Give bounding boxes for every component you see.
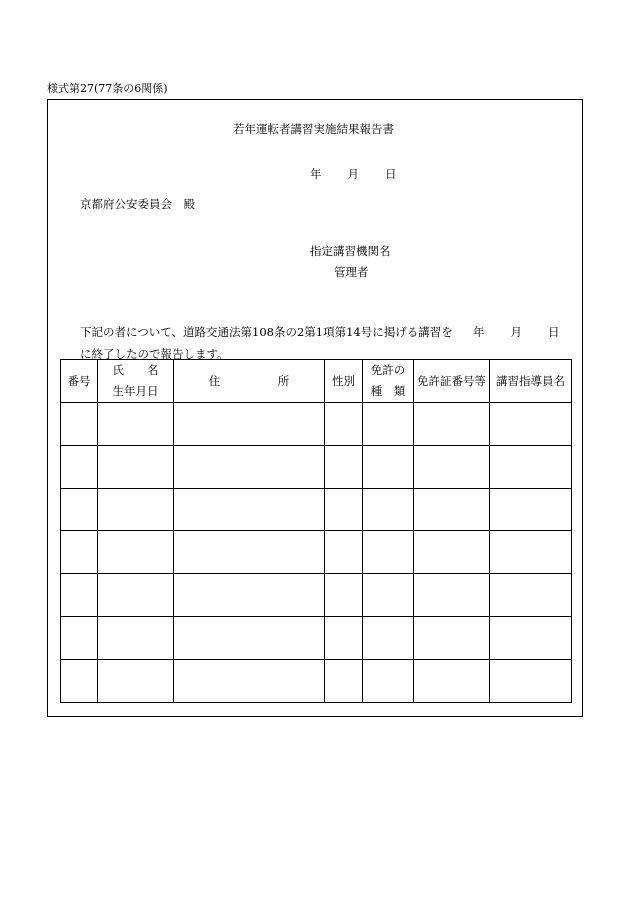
cell-number[interactable] <box>61 531 98 574</box>
cell-license-number[interactable] <box>414 488 490 531</box>
completion-date-day: 日 <box>548 325 560 339</box>
cell-license-type[interactable] <box>363 574 414 617</box>
cell-sex[interactable] <box>325 488 363 531</box>
cell-address[interactable] <box>174 488 325 531</box>
cell-license-type[interactable] <box>363 616 414 659</box>
cell-license-number[interactable] <box>414 531 490 574</box>
cell-name[interactable] <box>98 574 174 617</box>
table-row <box>61 659 572 702</box>
cell-license-number[interactable] <box>414 574 490 617</box>
table-row <box>61 445 572 488</box>
cell-license-type[interactable] <box>363 488 414 531</box>
cell-sex[interactable] <box>325 403 363 446</box>
cell-license-type[interactable] <box>363 531 414 574</box>
cell-license-number[interactable] <box>414 616 490 659</box>
cell-number[interactable] <box>61 488 98 531</box>
completion-date <box>473 324 560 340</box>
cell-sex[interactable] <box>325 616 363 659</box>
cell-sex[interactable] <box>325 659 363 702</box>
cell-address[interactable] <box>174 403 325 446</box>
body-text-line1: 下記の者について、道路交通法第108条の2第1項第14号に掲げる講習を <box>80 325 453 339</box>
cell-name[interactable] <box>98 403 174 446</box>
header-birthdate: 生年月日 <box>112 384 159 398</box>
cell-number[interactable] <box>61 403 98 446</box>
org-name-label: 指定講習機関名 <box>310 244 391 258</box>
cell-license-type[interactable] <box>363 403 414 446</box>
header-name: 氏 名 <box>112 363 159 377</box>
form-number: 様式第27(77条の6関係) <box>47 82 168 95</box>
cell-address[interactable] <box>174 445 325 488</box>
table-row <box>61 574 572 617</box>
cell-address[interactable] <box>174 659 325 702</box>
cell-license-number[interactable] <box>414 403 490 446</box>
table-row <box>61 488 572 531</box>
header-name-birthdate <box>98 360 174 403</box>
report-date-day: 日 <box>385 167 397 181</box>
cell-license-type[interactable] <box>363 659 414 702</box>
cell-instructor[interactable] <box>490 659 572 702</box>
completion-date-month: 月 <box>510 325 522 339</box>
header-instructor: 講習指導員名 <box>490 360 572 403</box>
cell-instructor[interactable] <box>490 445 572 488</box>
cell-instructor[interactable] <box>490 574 572 617</box>
cell-name[interactable] <box>98 531 174 574</box>
header-address: 住 所 <box>174 360 325 403</box>
body-text-line2: に終了したので報告します。 <box>80 347 229 361</box>
cell-number[interactable] <box>61 574 98 617</box>
header-license-number: 免許証番号等 <box>414 360 490 403</box>
header-license-type <box>363 360 414 403</box>
cell-instructor[interactable] <box>490 531 572 574</box>
addressee: 京都府公安委員会 殿 <box>80 197 195 211</box>
table-row <box>61 616 572 659</box>
cell-license-number[interactable] <box>414 445 490 488</box>
cell-instructor[interactable] <box>490 616 572 659</box>
cell-sex[interactable] <box>325 574 363 617</box>
cell-address[interactable] <box>174 531 325 574</box>
cell-number[interactable] <box>61 445 98 488</box>
trainee-table <box>60 359 572 703</box>
cell-instructor[interactable] <box>490 488 572 531</box>
cell-name[interactable] <box>98 445 174 488</box>
cell-number[interactable] <box>61 659 98 702</box>
completion-date-year: 年 <box>473 325 485 339</box>
cell-name[interactable] <box>98 659 174 702</box>
header-number: 番号 <box>61 360 98 403</box>
cell-number[interactable] <box>61 616 98 659</box>
table-row <box>61 403 572 446</box>
report-date <box>310 166 397 182</box>
table-header-row <box>61 360 572 403</box>
header-sex: 性別 <box>325 360 363 403</box>
report-date-year: 年 <box>310 167 322 181</box>
cell-sex[interactable] <box>325 531 363 574</box>
document-title: 若年運転者講習実施結果報告書 <box>233 122 394 136</box>
manager-label: 管理者 <box>334 265 369 279</box>
report-date-month: 月 <box>347 167 359 181</box>
header-license-type-line1: 免許の <box>370 363 406 377</box>
cell-sex[interactable] <box>325 445 363 488</box>
cell-name[interactable] <box>98 488 174 531</box>
header-license-type-line2: 種 類 <box>370 384 406 398</box>
cell-license-type[interactable] <box>363 445 414 488</box>
cell-instructor[interactable] <box>490 403 572 446</box>
cell-name[interactable] <box>98 616 174 659</box>
cell-address[interactable] <box>174 574 325 617</box>
table-row <box>61 531 572 574</box>
cell-license-number[interactable] <box>414 659 490 702</box>
cell-address[interactable] <box>174 616 325 659</box>
